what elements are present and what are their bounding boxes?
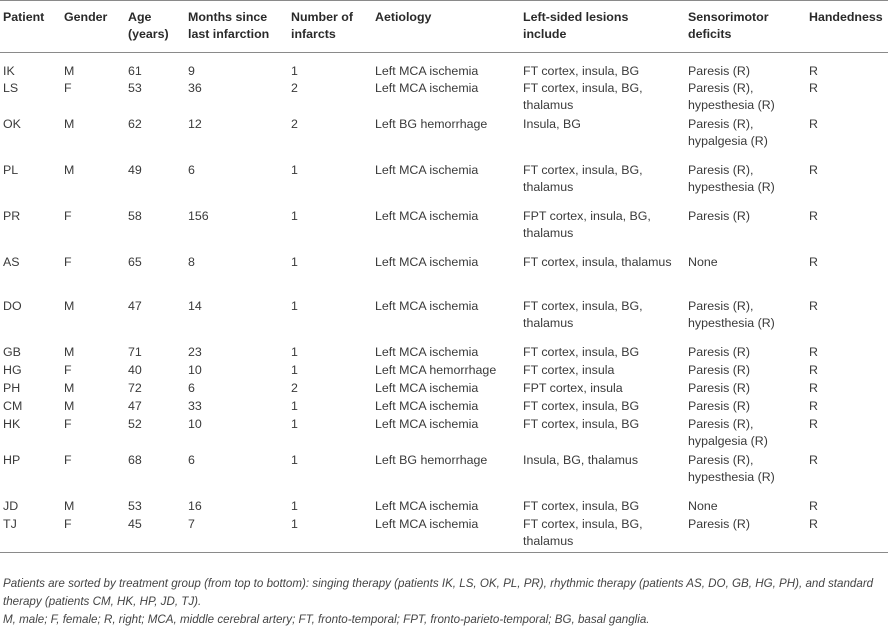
cell-handedness: R xyxy=(809,517,818,531)
cell-patient: HG xyxy=(3,363,22,377)
cell-months: 23 xyxy=(188,345,202,359)
cell-months: 6 xyxy=(188,163,195,177)
cell-aetiology: Left MCA ischemia xyxy=(375,517,479,531)
cell-age: 49 xyxy=(128,163,142,177)
cell-months: 16 xyxy=(188,499,202,513)
cell-deficits: Paresis (R) xyxy=(688,399,750,413)
cell-patient: PL xyxy=(3,163,19,177)
cell-age: 61 xyxy=(128,64,142,78)
cell-patient: DO xyxy=(3,299,22,313)
cell-handedness: R xyxy=(809,417,818,431)
table-body xyxy=(0,53,888,553)
cell-gender: M xyxy=(64,399,75,413)
header-age: Age (years) xyxy=(125,1,185,53)
cell-lesions: FT cortex, insula, BG xyxy=(523,64,640,78)
cell-aetiology: Left MCA ischemia xyxy=(375,399,479,413)
cell-gender: M xyxy=(64,117,75,131)
table-row xyxy=(0,162,888,208)
cell-age: 47 xyxy=(128,399,142,413)
cell-lesions: FT cortex, insula, thalamus xyxy=(523,255,672,269)
cell-deficits: Paresis (R) xyxy=(688,209,750,223)
cell-deficits: Paresis (R), hypesthesia (R) xyxy=(688,81,775,112)
cell-aetiology: Left MCA hemorrhage xyxy=(375,363,497,377)
cell-deficits: Paresis (R), hypesthesia (R) xyxy=(688,453,775,484)
cell-infarcts: 1 xyxy=(291,453,298,467)
cell-handedness: R xyxy=(809,363,818,377)
table-row xyxy=(0,380,888,398)
cell-aetiology: Left BG hemorrhage xyxy=(375,117,488,131)
cell-infarcts: 2 xyxy=(291,381,298,395)
table-row xyxy=(0,362,888,380)
cell-deficits: Paresis (R), hypesthesia (R) xyxy=(688,299,775,330)
cell-gender: F xyxy=(64,81,72,95)
cell-months: 9 xyxy=(188,64,195,78)
cell-gender: F xyxy=(64,363,72,377)
cell-infarcts: 1 xyxy=(291,163,298,177)
cell-infarcts: 1 xyxy=(291,399,298,413)
cell-deficits: Paresis (R) xyxy=(688,64,750,78)
header-months: Months since last infarction xyxy=(185,1,288,53)
cell-lesions: FT cortex, insula, BG, thalamus xyxy=(523,299,643,330)
cell-aetiology: Left MCA ischemia xyxy=(375,64,479,78)
cell-lesions: FT cortex, insula, BG, thalamus xyxy=(523,163,643,194)
cell-deficits: Paresis (R) xyxy=(688,345,750,359)
cell-months: 10 xyxy=(188,417,202,431)
cell-lesions: FPT cortex, insula, BG, thalamus xyxy=(523,209,651,240)
cell-deficits: None xyxy=(688,499,718,513)
cell-infarcts: 1 xyxy=(291,64,298,78)
cell-gender: F xyxy=(64,255,72,269)
header-patient: Patient xyxy=(0,1,61,53)
cell-aetiology: Left MCA ischemia xyxy=(375,255,479,269)
cell-age: 45 xyxy=(128,517,142,531)
cell-gender: F xyxy=(64,209,72,223)
cell-patient: HK xyxy=(3,417,21,431)
footnote-groups: Patients are sorted by treatment group (from top to bottom): singing therapy (patients IK, LS, OK, PL, PR), rhythmic therapy (patients AS, DO, GB, HG, PH), and standard therapy (patients CM, HK, HP, JD, TJ). xyxy=(3,577,874,608)
table-footnotes xyxy=(3,575,885,629)
cell-age: 47 xyxy=(128,299,142,313)
cell-handedness: R xyxy=(809,209,818,223)
cell-months: 6 xyxy=(188,381,195,395)
cell-handedness: R xyxy=(809,345,818,359)
cell-handedness: R xyxy=(809,163,818,177)
cell-infarcts: 1 xyxy=(291,209,298,223)
cell-gender: F xyxy=(64,453,72,467)
header-gender: Gender xyxy=(61,1,125,53)
cell-months: 10 xyxy=(188,363,202,377)
cell-gender: M xyxy=(64,499,75,513)
cell-infarcts: 1 xyxy=(291,517,298,531)
cell-lesions: Insula, BG, thalamus xyxy=(523,453,639,467)
cell-lesions: FT cortex, insula, BG xyxy=(523,399,640,413)
cell-age: 52 xyxy=(128,417,142,431)
cell-handedness: R xyxy=(809,499,818,513)
cell-lesions: FT cortex, insula, BG xyxy=(523,499,640,513)
cell-aetiology: Left MCA ischemia xyxy=(375,209,479,223)
cell-aetiology: Left MCA ischemia xyxy=(375,81,479,95)
header-lesions: Left-sided lesions include xyxy=(520,1,685,53)
cell-infarcts: 1 xyxy=(291,363,298,377)
cell-aetiology: Left MCA ischemia xyxy=(375,299,479,313)
cell-gender: M xyxy=(64,163,75,177)
cell-gender: M xyxy=(64,345,75,359)
cell-aetiology: Left MCA ischemia xyxy=(375,163,479,177)
cell-deficits: Paresis (R) xyxy=(688,381,750,395)
cell-age: 65 xyxy=(128,255,142,269)
footnote-abbreviations: M, male; F, female; R, right; MCA, middle cerebral artery; FT, fronto-temporal; FPT, fronto-parieto-temporal; BG, basal ganglia. xyxy=(3,613,650,626)
cell-months: 33 xyxy=(188,399,202,413)
header-aetiology: Aetiology xyxy=(372,1,520,53)
cell-deficits: None xyxy=(688,255,718,269)
cell-age: 58 xyxy=(128,209,142,223)
cell-patient: GB xyxy=(3,345,21,359)
cell-patient: JD xyxy=(3,499,19,513)
table-row xyxy=(0,516,888,552)
cell-infarcts: 2 xyxy=(291,117,298,131)
cell-gender: M xyxy=(64,299,75,313)
table-row xyxy=(0,298,888,344)
table-row xyxy=(0,80,888,116)
cell-patient: OK xyxy=(3,117,21,131)
cell-handedness: R xyxy=(809,117,818,131)
cell-lesions: FT cortex, insula, BG xyxy=(523,417,640,431)
cell-aetiology: Left BG hemorrhage xyxy=(375,453,488,467)
cell-months: 12 xyxy=(188,117,202,131)
cell-handedness: R xyxy=(809,81,818,95)
cell-infarcts: 2 xyxy=(291,81,298,95)
cell-infarcts: 1 xyxy=(291,499,298,513)
cell-patient: HP xyxy=(3,453,21,467)
header-infarcts: Number of infarcts xyxy=(288,1,372,53)
cell-lesions: FPT cortex, insula xyxy=(523,381,623,395)
table-row xyxy=(0,53,888,81)
cell-patient: TJ xyxy=(3,517,17,531)
cell-lesions: Insula, BG xyxy=(523,117,581,131)
cell-handedness: R xyxy=(809,64,818,78)
cell-handedness: R xyxy=(809,299,818,313)
cell-age: 40 xyxy=(128,363,142,377)
cell-months: 36 xyxy=(188,81,202,95)
cell-gender: F xyxy=(64,517,72,531)
cell-gender: M xyxy=(64,381,75,395)
table-row xyxy=(0,344,888,362)
cell-infarcts: 1 xyxy=(291,255,298,269)
cell-age: 62 xyxy=(128,117,142,131)
cell-deficits: Paresis (R), hypalgesia (R) xyxy=(688,417,768,448)
cell-handedness: R xyxy=(809,255,818,269)
cell-handedness: R xyxy=(809,399,818,413)
table-row xyxy=(0,208,888,254)
cell-age: 72 xyxy=(128,381,142,395)
cell-months: 14 xyxy=(188,299,202,313)
table-row xyxy=(0,452,888,498)
cell-infarcts: 1 xyxy=(291,299,298,313)
cell-age: 71 xyxy=(128,345,142,359)
cell-deficits: Paresis (R), hypalgesia (R) xyxy=(688,117,768,148)
table-row xyxy=(0,498,888,516)
table-row xyxy=(0,416,888,452)
cell-age: 68 xyxy=(128,453,142,467)
cell-gender: F xyxy=(64,417,72,431)
cell-months: 7 xyxy=(188,517,195,531)
cell-months: 6 xyxy=(188,453,195,467)
cell-infarcts: 1 xyxy=(291,345,298,359)
cell-aetiology: Left MCA ischemia xyxy=(375,499,479,513)
cell-patient: PR xyxy=(3,209,21,223)
cell-aetiology: Left MCA ischemia xyxy=(375,417,479,431)
cell-lesions: FT cortex, insula, BG xyxy=(523,345,640,359)
cell-patient: AS xyxy=(3,255,20,269)
cell-patient: PH xyxy=(3,381,21,395)
cell-months: 8 xyxy=(188,255,195,269)
table-header xyxy=(0,1,888,53)
header-handedness: Handedness xyxy=(806,1,888,53)
cell-lesions: FT cortex, insula, BG, thalamus xyxy=(523,517,643,548)
cell-gender: M xyxy=(64,64,75,78)
cell-lesions: FT cortex, insula, BG, thalamus xyxy=(523,81,643,112)
cell-aetiology: Left MCA ischemia xyxy=(375,345,479,359)
cell-deficits: Paresis (R) xyxy=(688,363,750,377)
cell-infarcts: 1 xyxy=(291,417,298,431)
cell-months: 156 xyxy=(188,209,209,223)
table-row xyxy=(0,254,888,298)
cell-patient: LS xyxy=(3,81,19,95)
table-row xyxy=(0,398,888,416)
cell-lesions: FT cortex, insula xyxy=(523,363,615,377)
cell-deficits: Paresis (R), hypesthesia (R) xyxy=(688,163,775,194)
cell-patient: IK xyxy=(3,64,15,78)
cell-deficits: Paresis (R) xyxy=(688,517,750,531)
header-deficits: Sensorimotor deficits xyxy=(685,1,806,53)
cell-age: 53 xyxy=(128,499,142,513)
cell-aetiology: Left MCA ischemia xyxy=(375,381,479,395)
cell-patient: CM xyxy=(3,399,23,413)
cell-handedness: R xyxy=(809,453,818,467)
cell-age: 53 xyxy=(128,81,142,95)
table-row xyxy=(0,116,888,162)
cell-handedness: R xyxy=(809,381,818,395)
